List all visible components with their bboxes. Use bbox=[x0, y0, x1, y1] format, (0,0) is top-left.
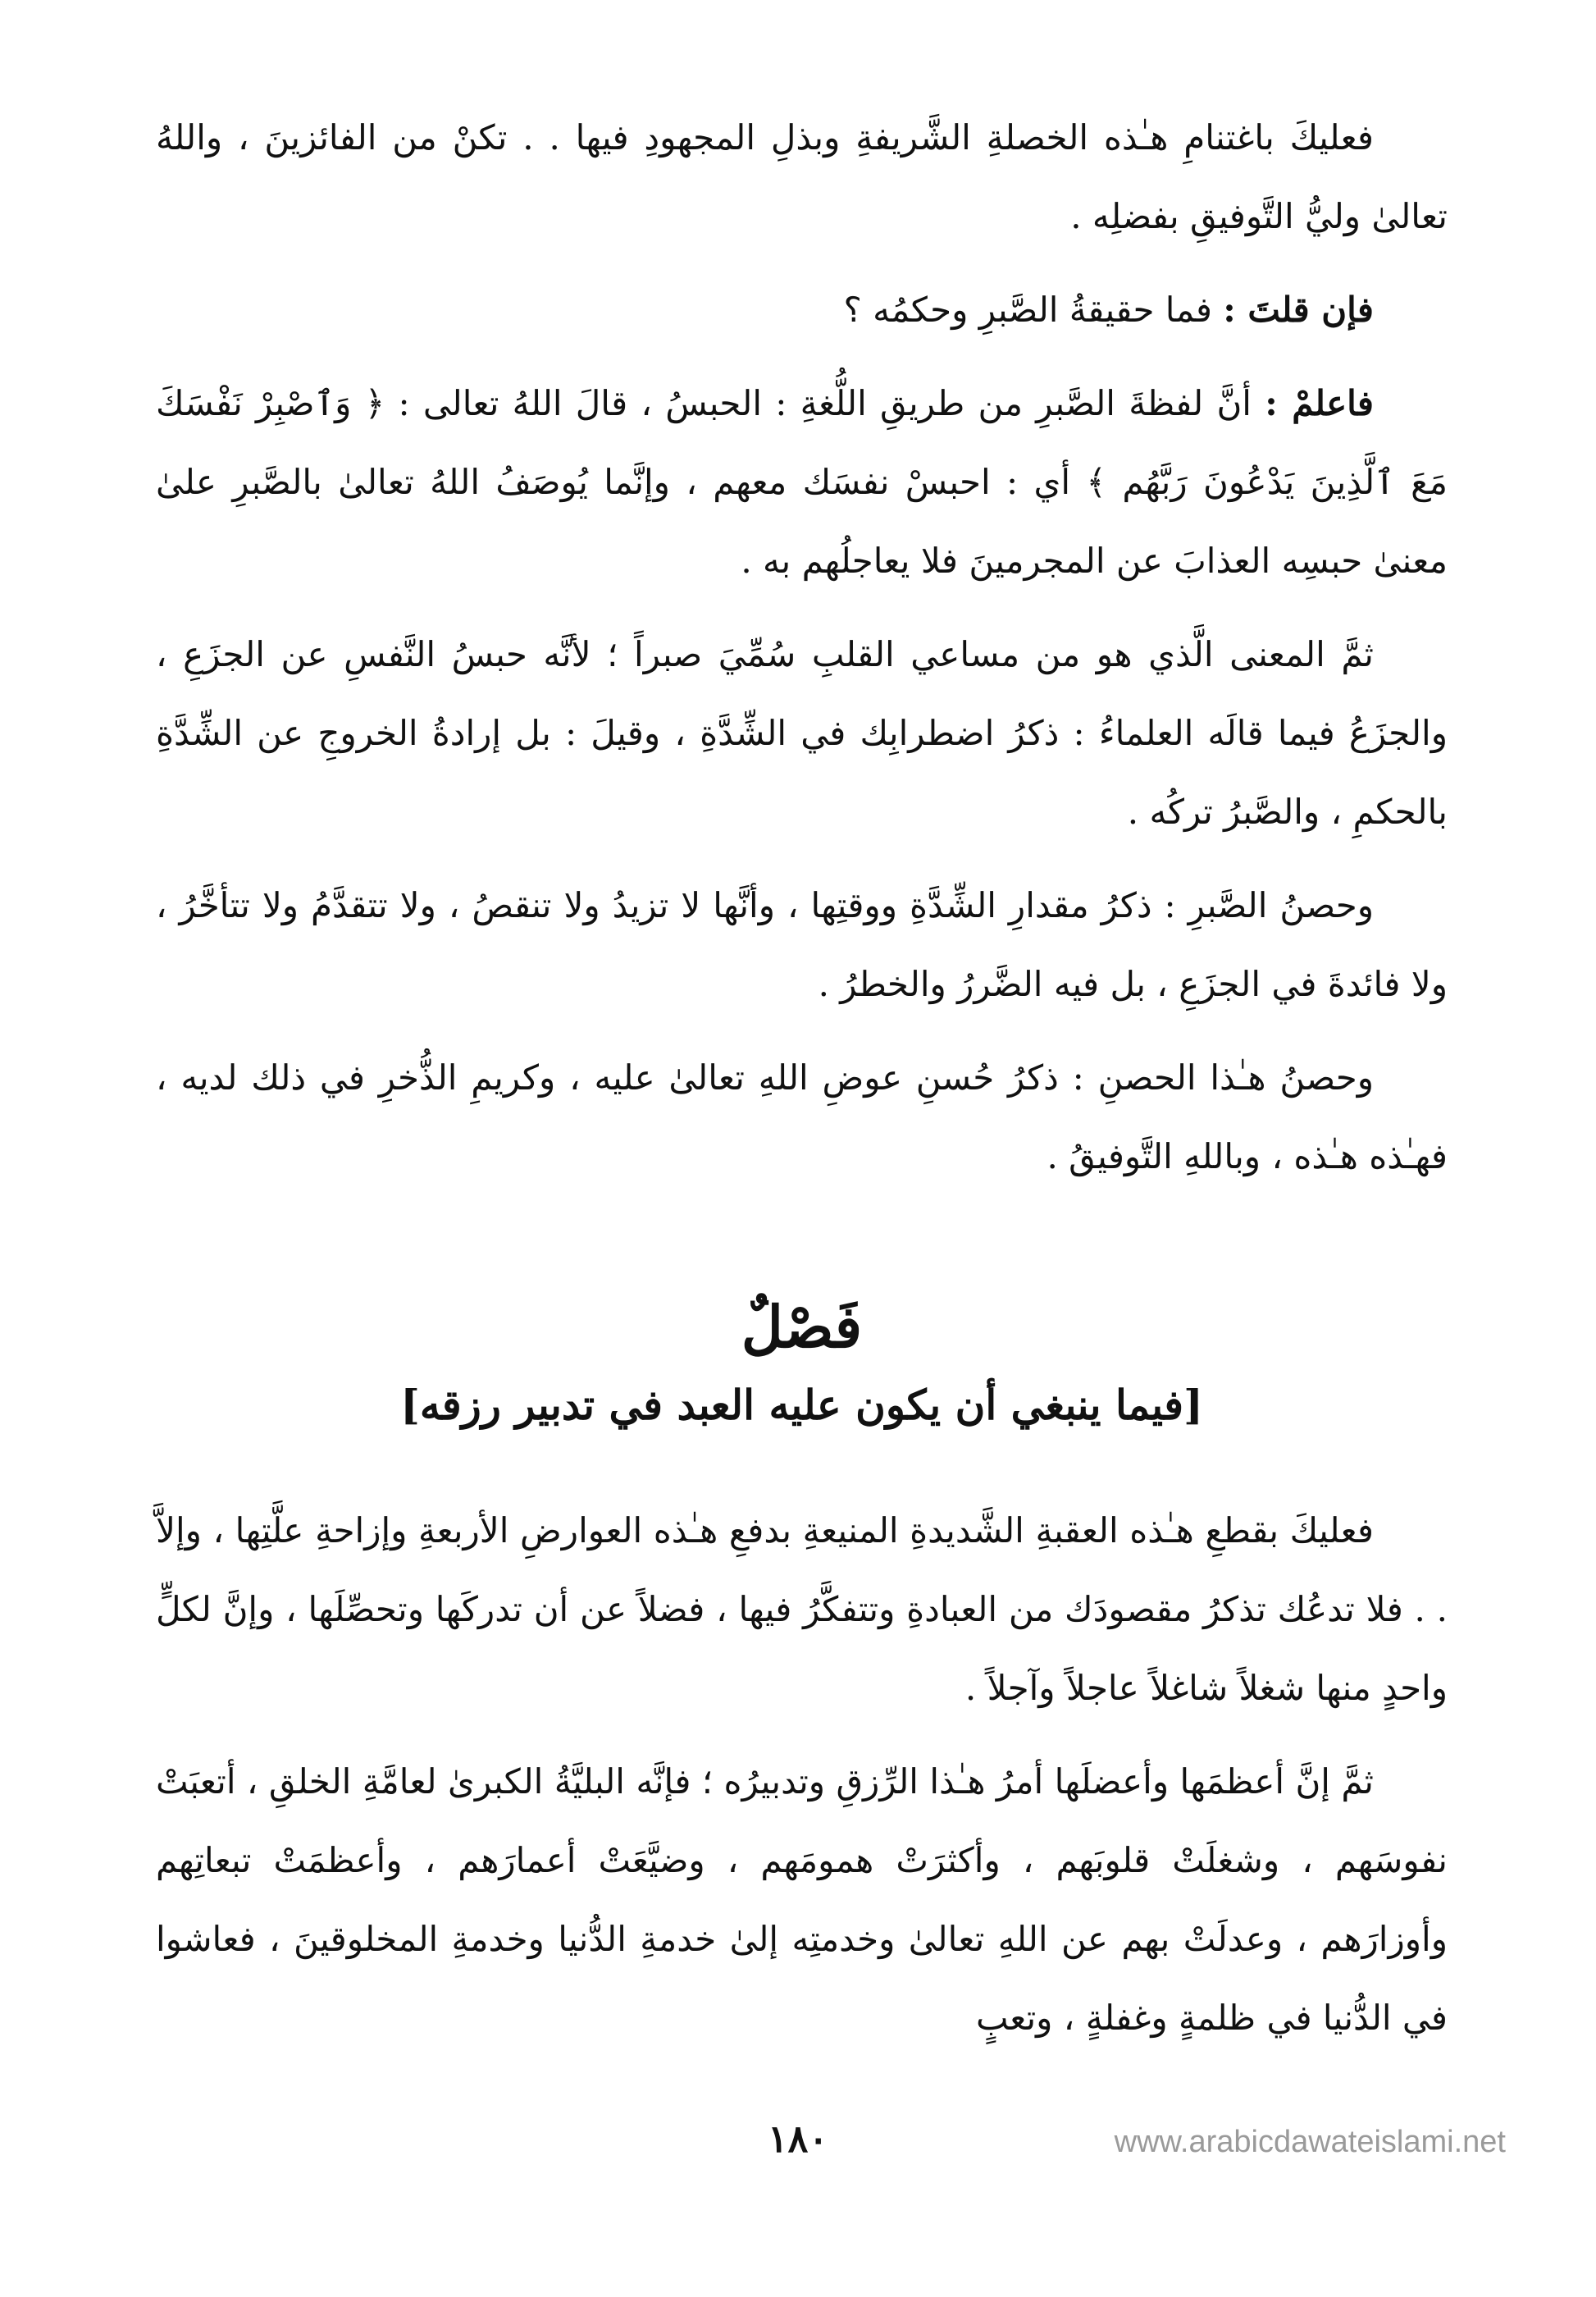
paragraph-4-text: ثمَّ المعنى الَّذي هو من مساعي القلبِ سُمِّيَ صبراً ؛ لأنَّه حبسُ النَّفسِ عن الجزَعِ ، والجزَعُ فيما قالَه العلماءُ : ذكرُ اضطرابِك في الشِّدَّةِ ، وقيلَ : بل إرادةُ الخروجِ عن الشِّدَّةِ بالحكمِ ، والصَّبرُ تركُه . bbox=[156, 634, 1448, 832]
fasl-title: فَصْلٌ bbox=[741, 1293, 863, 1361]
paragraph-2 bbox=[156, 271, 1448, 349]
paragraph-7 bbox=[156, 1491, 1448, 1728]
paragraph-5-text: وحصنُ الصَّبرِ : ذكرُ مقدارِ الشِّدَّةِ ووقتِها ، وأنَّها لا تزيدُ ولا تنقصُ ، ولا تتقدَّمُ ولا تتأخَّرُ ، ولا فائدةَ في الجزَعِ ، بل فيه الضَّررُ والخطرُ . bbox=[156, 885, 1448, 1004]
paragraph-1 bbox=[156, 98, 1448, 256]
page-number: ١٨٠ bbox=[767, 2117, 829, 2161]
paragraph-7-text: فعليكَ بقطعِ هـٰذه العقبةِ الشَّديدةِ المنيعةِ بدفعِ هـٰذه العوارضِ الأربعةِ وإزاحةِ علَّتِها ، وإلاَّ . . فلا تدعُك تذكرُ مقصودَك من العبادةِ وتتفكَّرُ فيها ، فضلاً عن أن تدركَها وتحصِّلَها ، وإنَّ لكلٍّ واحدٍ منها شغلاً شاغلاً عاجلاً وآجلاً . bbox=[156, 1510, 1448, 1708]
page-body bbox=[156, 98, 1448, 2072]
paragraph-3 bbox=[156, 364, 1448, 601]
paragraph-1-text: فعليكَ باغتنامِ هـٰذه الخصلةِ الشَّريفةِ وبذلِ المجهودِ فيها . . تكنْ من الفائزينَ ، واللهُ تعالىٰ وليُّ التَّوفيقِ بفضلِه . bbox=[156, 117, 1448, 236]
paragraph-2-text: فما حقيقةُ الصَّبرِ وحكمُه ؟ bbox=[843, 290, 1224, 330]
paragraph-8-text: ثمَّ إنَّ أعظمَها وأعضلَها أمرُ هـٰذا الرِّزقِ وتدبيرُه ؛ فإنَّه البليَّةُ الكبرىٰ لعامَّةِ الخلقِ ، أتعبَتْ نفوسَهم ، وشغلَتْ قلوبَهم ، وأكثرَتْ همومَهم ، وضيَّعَتْ أعمارَهم ، وأعظمَتْ تبعاتِهم وأوزارَهم ، وعدلَتْ بهم عن اللهِ تعالىٰ وخدمتِه إلىٰ خدمةِ الدُّنيا وخدمةِ المخلوقينَ ، فعاشوا في الدُّنيا في ظلمةٍ وغفلةٍ ، وتعبٍ bbox=[156, 1761, 1448, 2038]
paragraph-3-lead: فاعلمْ : bbox=[1265, 383, 1375, 423]
paragraph-6-text: وحصنُ هـٰذا الحصنِ : ذكرُ حُسنِ عوضِ اللهِ تعالىٰ عليه ، وكريمِ الذُّخرِ في ذلك لديه ، فهـٰذه هـٰذه ، وباللهِ التَّوفيقُ . bbox=[156, 1057, 1448, 1176]
paragraph-3-text: أنَّ لفظةَ الصَّبرِ من طريقِ اللُّغةِ : الحبسُ ، قالَ اللهُ تعالى : ﴿ وَٱصْبِرْ نَفْسَكَ مَعَ ٱلَّذِينَ يَدْعُونَ رَبَّهُم ﴾ أي : احبسْ نفسَك معهم ، وإنَّما يُوصَفُ اللهُ تعالىٰ بالصَّبرِ علىٰ معنىٰ حبسِه العذابَ عن المجرمينَ فلا يعاجلُهم به . bbox=[156, 383, 1448, 581]
paragraph-5 bbox=[156, 866, 1448, 1024]
paragraph-6 bbox=[156, 1039, 1448, 1196]
paragraph-4 bbox=[156, 615, 1448, 852]
paragraph-8 bbox=[156, 1742, 1448, 2057]
watermark-url: www.arabicdawateislami.net bbox=[1114, 2125, 1506, 2159]
section-heading: [فيما ينبغي أن يكون عليه العبد في تدبير رزقه] bbox=[400, 1381, 1203, 1429]
paragraph-2-lead: فإن قلتَ : bbox=[1223, 290, 1374, 330]
